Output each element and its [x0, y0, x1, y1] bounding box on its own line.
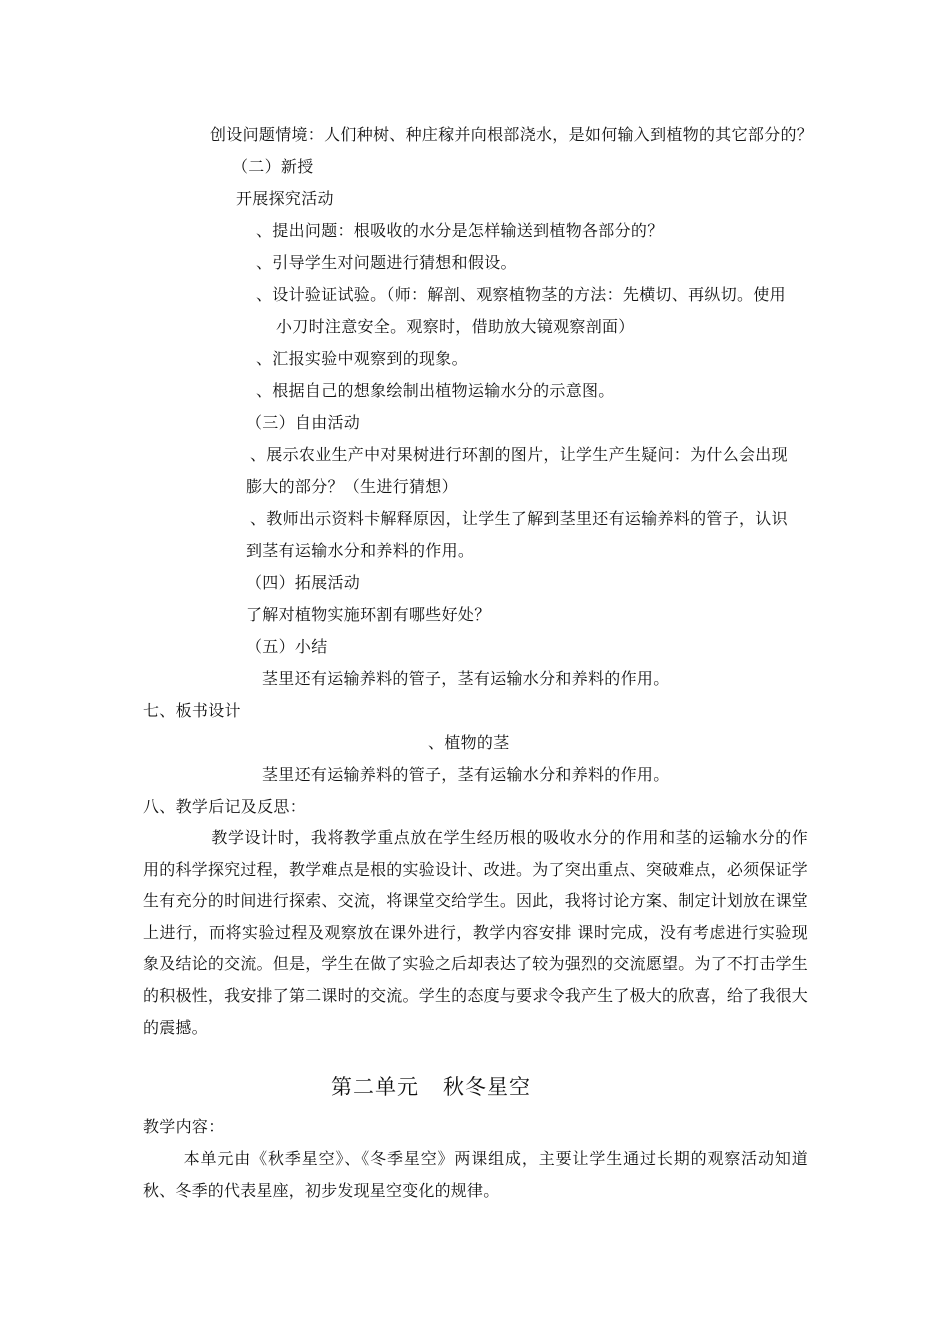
section-2-activity: 开展探究活动 — [236, 189, 334, 208]
content-text: 本单元由《秋季星空》、《冬季星空》两课组成，主要让学生通过长期的观察活动知道秋、冬季的代表星座，初步发现星空变化的规律。 — [143, 1149, 808, 1200]
section-2-item-5: 、根据自己的想象绘制出植物运输水分的示意图。 — [256, 381, 615, 400]
content-paragraph — [143, 1143, 808, 1206]
board-text: 茎里还有运输养料的管子，茎有运输水分和养料的作用。 — [262, 765, 670, 784]
section-3-item-2: 、教师出示资料卡解释原因，让学生了解到茎里还有运输养料的管子，认识 — [250, 509, 788, 528]
reflection-paragraph — [143, 822, 808, 1043]
unit-title-number: 第二单元 — [331, 1075, 419, 1099]
section-4-heading: （四）拓展活动 — [246, 573, 361, 592]
section-5-text: 茎里还有运输养料的管子，茎有运输水分和养料的作用。 — [262, 669, 670, 688]
section-3-item-1-cont: 膨大的部分？（生进行猜想） — [246, 477, 458, 496]
section-8-heading: 八、教学后记及反思： — [143, 797, 307, 816]
section-3-heading: （三）自由活动 — [246, 413, 361, 432]
section-2-item-1: 、提出问题：根吸收的水分是怎样输送到植物各部分的？ — [256, 221, 664, 240]
section-5-heading: （五）小结 — [246, 637, 328, 656]
section-4-text: 了解对植物实施环割有哪些好处？ — [246, 605, 491, 624]
section-7-heading: 七、板书设计 — [143, 701, 241, 720]
section-2-item-2: 、引导学生对问题进行猜想和假设。 — [256, 253, 517, 272]
section-2-item-4: 、汇报实验中观察到的现象。 — [256, 349, 468, 368]
unit-title — [331, 1073, 531, 1101]
section-2-heading: （二）新授 — [232, 157, 314, 176]
unit-title-name: 秋冬星空 — [443, 1075, 531, 1099]
section-2-item-3: 、设计验证试验。（师：解剖、观察植物茎的方法：先横切、再纵切。使用 — [256, 285, 786, 304]
section-3-item-2-cont: 到茎有运输水分和养料的作用。 — [246, 541, 475, 560]
section-3-item-1: 、展示农业生产中对果树进行环割的图片，让学生产生疑问：为什么会出现 — [250, 445, 788, 464]
board-title: 、植物的茎 — [428, 733, 510, 752]
content-label: 教学内容： — [143, 1117, 225, 1136]
section-2-item-3-cont: 小刀时注意安全。观察时，借助放大镜观察剖面） — [276, 317, 635, 336]
scenario-line: 创设问题情境：人们种树、种庄稼并向根部浇水，是如何输入到植物的其它部分的？ — [210, 125, 814, 144]
reflection-text: 教学设计时，我将教学重点放在学生经历根的吸收水分的作用和茎的运输水分的作用的科学探究过程，教学难点是根的实验设计、改进。为了突出重点、突破难点，必须保证学生有充分的时间进行探索、交流，将课堂交给学生。因此，我将讨论方案、制定计划放在课堂上进行，而将实验过程及观察放在课外进行，教学内容安排 课时完成，没有考虑进行实验现象及结论的交流。但是，学生在做了实验之后却表达了较为强烈的交流愿望。为了不打击学生的积极性，我安排了第二课时的交流。学生的态度与要求令我产生了极大的欣喜，给了我很大的震撼。 — [143, 828, 808, 1037]
